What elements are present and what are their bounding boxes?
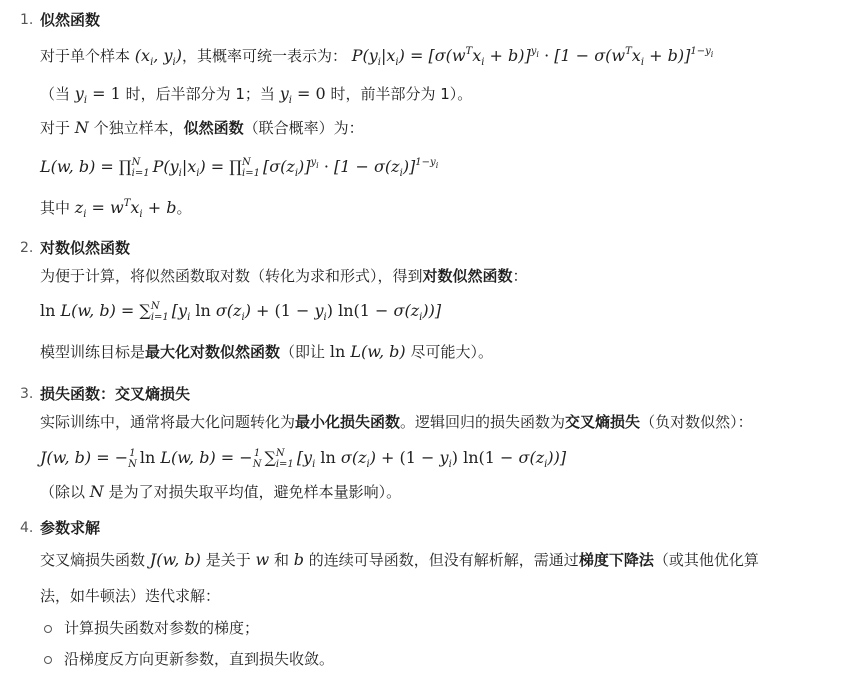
s1-independent-line <box>40 118 364 138</box>
text: （或其他优化算 <box>653 551 759 569</box>
section-number: 1. <box>20 12 34 28</box>
text: 是关于 <box>205 551 251 569</box>
section-title-solving: 参数求解 <box>40 519 101 537</box>
section-number: 2. <box>20 240 34 256</box>
s2-goal-line <box>40 342 493 362</box>
text: 时，后半部分为 1；当 <box>125 85 275 103</box>
text: 为便于计算，将似然函数取对数（转化为求和形式），得到 <box>40 267 423 285</box>
text: （负对数似然）： <box>640 413 753 431</box>
text: 和 <box>273 551 289 569</box>
math-likelihood-formula: L(w, b) = ∏N i=1 $P(y_i|x_i)$ = ∏N i=1 $[\sigma(z_i)]^{y_i} \cdot [1 - \sigma(z_i)]^{1-y_i}$ <box>40 157 439 179</box>
text: ： <box>512 267 528 285</box>
math-J: J(w, b) <box>149 550 201 569</box>
math-y-equals-0: $y_i = 0$ <box>279 84 326 106</box>
s1-note-line <box>40 84 472 111</box>
s4-text-line-2: 法，如牛顿法）迭代求解： <box>40 587 221 605</box>
math-probability-formula: $P(y_i|x_i) = [\sigma(w^Tx_i + b)]^{y_i} \cdot [1 - \sigma(w^Tx_i + b)]^{1-y_i}$ <box>351 46 714 68</box>
bold-term: 似然函数 <box>183 119 244 137</box>
bold-term: 最小化损失函数 <box>295 413 401 431</box>
text: 的连续可导函数，但没有解析解，需通过 <box>308 551 579 569</box>
text: 对于单个样本 <box>40 47 131 65</box>
s3-note-line <box>40 482 401 502</box>
bold-term: 交叉熵损失 <box>565 413 641 431</box>
math-N: N <box>74 118 89 137</box>
text: 时，前半部分为 1）。 <box>330 85 473 103</box>
text: 其中 <box>40 199 71 217</box>
math-w: w <box>255 550 270 569</box>
math-b: b <box>293 550 305 569</box>
section-number: 4. <box>20 520 34 536</box>
section-title-log-likelihood: 对数似然函数 <box>40 239 131 257</box>
math-y-equals-1: $y_i = 1$ <box>74 84 121 106</box>
math-cross-entropy-formula: J(w, b) = −1 N ln L(w, b) = −1 N ∑N i=1 [$y_i$ $\ln \sigma(z_i) + (1 - y_i) \ln(1 - \sigma(z_i))$] <box>40 448 567 470</box>
s3-text-line <box>40 412 753 432</box>
math-lnL: ln L(w, b) <box>329 342 406 361</box>
text: 。 <box>176 199 192 217</box>
bullet-circle-icon <box>44 656 52 664</box>
bold-term: 最大化对数似然函数 <box>145 343 281 361</box>
text: 实际训练中，通常将最大化问题转化为 <box>40 413 296 431</box>
math-N: N <box>89 482 104 501</box>
text: （即让 <box>280 343 326 361</box>
s2-text-line <box>40 266 528 286</box>
text: 对于 <box>40 119 71 137</box>
list-item: 计算损失函数对参数的梯度； <box>64 619 260 637</box>
math-z-definition: $z_i = w^Tx_i + b$ <box>74 198 177 220</box>
math-log-likelihood-formula: ln L(w, b) = ∑N i=1 [$y_i$ $\ln \sigma(z_i) + (1 - y_i) \ln(1 - \sigma(z_i))$] <box>40 301 442 323</box>
text: 个独立样本， <box>93 119 184 137</box>
text: （联合概率）为： <box>243 119 364 137</box>
section-title-likelihood: 似然函数 <box>40 11 101 29</box>
s1-intro-line <box>40 42 713 73</box>
text: （当 <box>40 85 71 103</box>
s1-where-line <box>40 194 191 225</box>
text: 。逻辑回归的损失函数为 <box>400 413 566 431</box>
text: 是为了对损失取平均值，避免样本量影响）。 <box>108 483 402 501</box>
s4-text-line-1 <box>40 550 759 570</box>
text: 尽可能大）。 <box>410 343 493 361</box>
section-title-loss: 损失函数：交叉熵损失 <box>40 385 191 403</box>
text: （除以 <box>40 483 86 501</box>
section-number: 3. <box>20 386 34 402</box>
list-item: 沿梯度反方向更新参数，直到损失收敛。 <box>64 650 335 668</box>
text: 交叉熵损失函数 <box>40 551 146 569</box>
bullet-circle-icon <box>44 625 52 633</box>
bold-term: 梯度下降法 <box>578 551 654 569</box>
math-sample: ($x_i$, $y_i$) <box>134 46 182 68</box>
bold-term: 对数似然函数 <box>422 267 513 285</box>
text: 模型训练目标是 <box>40 343 146 361</box>
text: ，其概率可统一表示为： <box>181 47 347 65</box>
